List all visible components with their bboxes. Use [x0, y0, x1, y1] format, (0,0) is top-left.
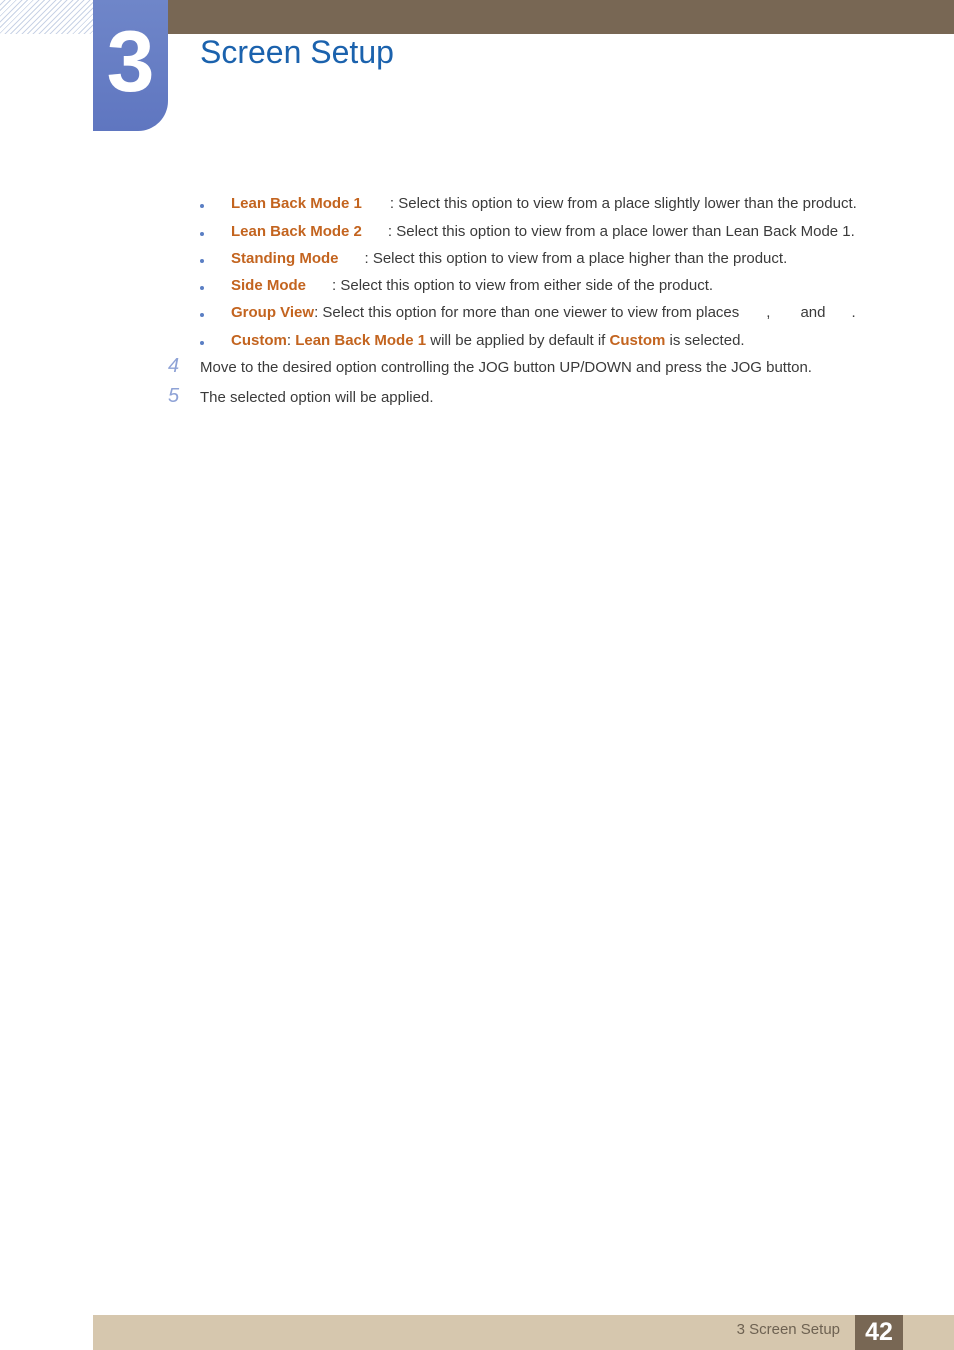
option-term: Side Mode [231, 277, 307, 294]
option-term: Lean Back Mode 2 [231, 223, 362, 240]
step-number: 5 [168, 385, 180, 407]
option-term: Group View [231, 304, 315, 321]
option-description: : Select this option to view from a place lower than Lean Back Mode 1. [387, 223, 855, 240]
header-hatch-decoration [0, 0, 93, 34]
bullet-icon [200, 341, 204, 345]
option-description: : Select this option to view from either side of the product. [332, 277, 714, 294]
chapter-title: Screen Setup [200, 34, 394, 70]
header-bar [168, 0, 954, 34]
option-term: Standing Mode [231, 250, 339, 267]
bullet-icon [200, 313, 204, 317]
bullet-icon [200, 232, 204, 236]
option-term: Lean Back Mode 1 [231, 195, 362, 212]
bullet-icon [200, 259, 204, 263]
option-term: Custom [231, 332, 287, 349]
option-term: Custom [609, 332, 666, 349]
bullet-icon [200, 286, 204, 290]
option-term: Lean Back Mode 1 [295, 332, 427, 349]
step-text: The selected option will be applied. [200, 389, 434, 406]
step-text: Move to the desired option controlling the JOG button UP/DOWN and press the JOG button. [200, 359, 812, 376]
footer-chapter-label: 3 Screen Setup [736, 1321, 840, 1338]
bullet-icon [200, 204, 204, 208]
option-description: : Select this option for more than one viewer to view from places [314, 304, 740, 321]
option-description: : Select this option to view from a place slightly lower than the product. [389, 195, 857, 212]
step-number: 4 [168, 355, 180, 377]
page-number: 42 [855, 1315, 903, 1350]
option-description: : Select this option to view from a place higher than the product. [364, 250, 788, 267]
chapter-number-tab: 3 [93, 0, 168, 131]
